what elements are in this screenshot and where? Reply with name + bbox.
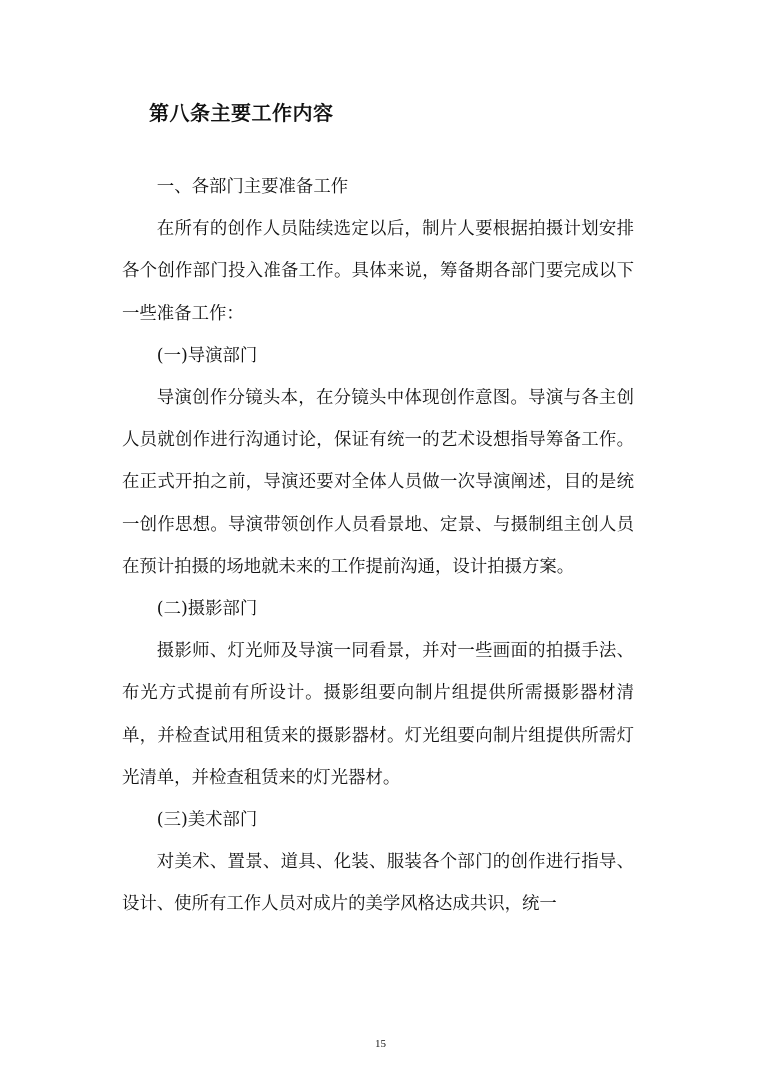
paragraph-photography: 摄影师、灯光师及导演一同看景，并对一些画面的拍摄手法、布光方式提前有所设计。摄影组要向制片组提供所需摄影器材清单，并检查试用租赁来的摄影器材。灯光组要向制片组提供所需灯光清单，并检查租赁来的灯光器材。 <box>122 641 634 788</box>
heading-art-department: (三)美术部门 <box>156 810 258 831</box>
page-number: 15 <box>375 1038 386 1050</box>
heading-department-preparation: 一、各部门主要准备工作 <box>156 177 349 197</box>
section-title: 第八条主要工作内容 <box>149 101 334 125</box>
body-text <box>122 166 634 926</box>
heading-directing-department: (一)导演部门 <box>156 345 258 366</box>
paragraph-preparation-intro: 在所有的创作人员陆续选定以后，制片人要根据拍摄计划安排各个创作部门投入准备工作。具体来说，筹备期各部门要完成以下一些准备工作： <box>122 219 634 324</box>
paragraph-art: 对美术、置景、道具、化装、服装各个部门的创作进行指导、设计、使所有工作人员对成片的美学风格达成共识，统一 <box>122 852 634 915</box>
heading-photography-department: (二)摄影部门 <box>156 599 258 620</box>
paragraph-directing: 导演创作分镜头本，在分镜头中体现创作意图。导演与各主创人员就创作进行沟通讨论，保证有统一的艺术设想指导筹备工作。在正式开拍之前，导演还要对全体人员做一次导演阐述，目的是统一创作思想。导演带领创作人员看景地、定景、与摄制组主创人员在预计拍摄的场地就未来的工作提前沟通，设计拍摄方案。 <box>122 388 634 577</box>
